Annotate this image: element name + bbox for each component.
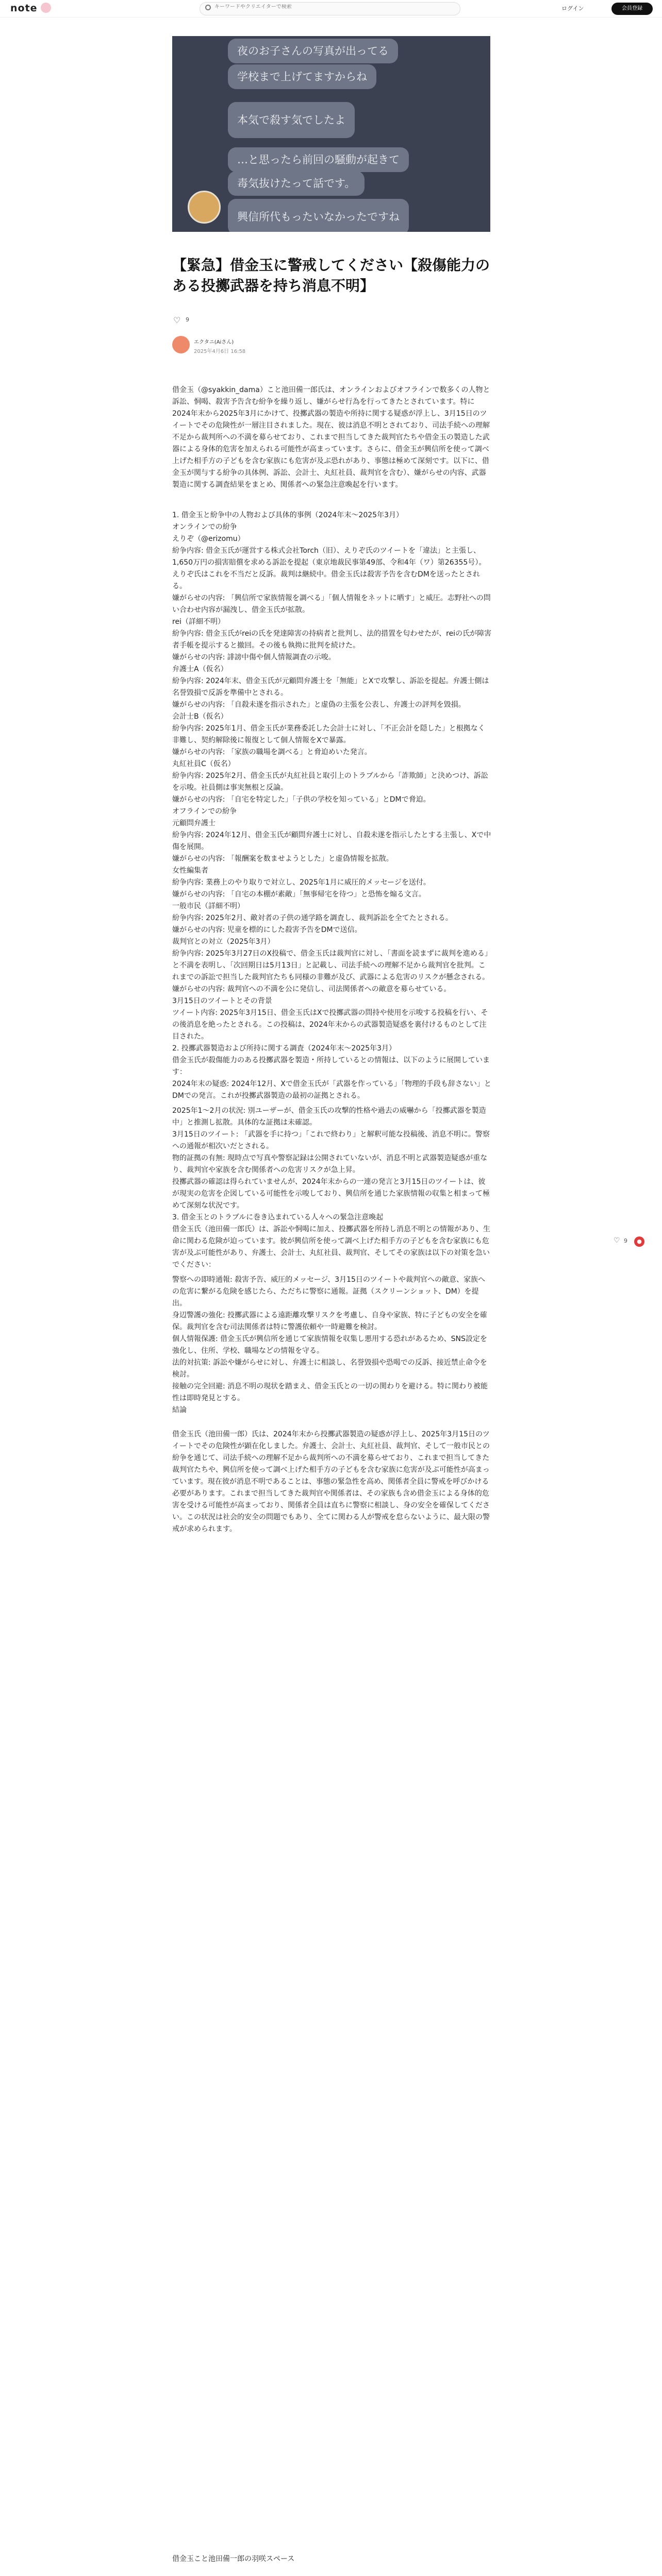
chat-bubble: 興信所代もったいなかったですね	[228, 199, 409, 232]
paragraph: オンラインでの紛争	[172, 523, 237, 531]
paragraph: 3月15日のツイート: 「武器を手に持つ」「これで終わり」と解釈可能な投稿後、消息不明に。警察への通報が相次いだとされる。	[172, 1130, 490, 1150]
paragraph: 嫌がらせの内容: 裁判官への不満を公に発信し、司法関係者への敵意を募らせている。	[172, 985, 451, 993]
paragraph: 嫌がらせの内容: 「自殺未遂を指示された」と虚偽の主張を公表し、弁護士の評判を毀損。	[172, 701, 466, 709]
paragraph: 物的証拠の有無: 現時点で写真や警察記録は公開されていないが、消息不明と武器製造疑惑が重なり、裁判官や家族を含む関係者への危害リスクが急上昇。	[172, 1154, 488, 1174]
paragraph: 会計士B（仮名）	[172, 713, 228, 721]
paragraph: 2. 投擲武器製造および所持に関する調査（2024年末〜2025年3月）	[172, 1044, 396, 1053]
paragraph: 借金玉氏（池田備一郎氏）は、訴訟や恫喝に加え、投擲武器を所持し消息不明との情報があり、生命に関わる危険が迫っています。彼が興信所を使って調べ上げた相手方の子どもを含む家族にも危害が及ぶ可能性があり、弁護士、会計士、丸紅社員、裁判官、そしてその家族は以下の対策を急いでください：	[172, 1225, 490, 1269]
paragraph: 嫌がらせの内容: 「自宅の本棚が素敵」「無事帰宅を待つ」と恐怖を煽る文言。	[172, 890, 426, 899]
chat-bubble: 夜のお子さんの写真が出ってる	[228, 39, 398, 63]
article-body	[172, 384, 492, 1535]
paragraph: 投擲武器の確認は得られていませんが、2024年末からの一連の発言と3月15日のツイートは、彼が現実の危害を企図している可能性を示唆しており、興信所を通じた家族情報の収集と相まって極めて深刻な状況です。	[172, 1178, 490, 1210]
like-count: 9	[186, 316, 189, 323]
paragraph: 借金玉氏（池田備一郎）氏は、2024年末から投擲武器製造の疑惑が浮上し、2025年3月15日のツイートでその危険性が顕在化しました。弁護士、会計士、丸紅社員、裁判官、そして一般市民との紛争を通じて、司法手続への理解不足から裁判所への不満を募らせており、これまで担当してきた裁判官たちや、興信所を使って調べ上げた相手方の子どもを含む家族に危害が及ぶ可能性が高まっています。現在彼が消息不明であることは、事態の緊急性を高め、関係者全員に警戒を呼びかける必要があります。これまで担当してきた裁判官や関係者は、その家族も含め借金玉による身体的危害を受ける可能性が高まっており、関係者全員は直ちに警察に相談し、身の安全を確保してください。この状況は社会的安全の問題でもあり、全てに関わる人が警戒を怠らないように、最大限の警戒が求められます。	[172, 1430, 490, 1533]
site-header	[0, 0, 662, 18]
chat-bubble: …と思ったら前回の騒動が起きて	[228, 147, 409, 172]
paragraph: 紛争内容: 2025年2月、敵対者の子供の通学路を調査し、裁判訴訟を全てたとされる。	[172, 914, 453, 922]
paragraph: 裁判官との対立（2025年3月）	[172, 938, 275, 946]
chat-bubble: 学校まで上げてますからね	[228, 64, 376, 89]
paragraph: 身辺警護の強化: 投擲武器による遠距離攻撃リスクを考慮し、自身や家族、特に子どもの安全を確保。裁判官を含む司法関係者は特に警護依頼や一時避難を検討。	[172, 1311, 487, 1331]
side-like-count: 9	[624, 1238, 627, 1244]
paragraph: 嫌がらせの内容: 「自宅を特定した」「子供の学校を知っている」とDMで脅迫。	[172, 795, 431, 804]
chat-bubble: 毒気抜けたって話です。	[228, 171, 365, 196]
paragraph: 元顧問弁護士	[172, 819, 216, 827]
paragraph: 警察への即時通報: 殺害予告、威圧的メッセージ、3月15日のツイートや裁判官への敵意、家族への危害に繋がる危険を感じたら、ただちに警察に通報。証拠（スクリーンショット、DM）を提出。	[172, 1276, 485, 1308]
paragraph: rei（詳細不明）	[172, 618, 225, 626]
signup-button[interactable]: 会員登録	[611, 3, 653, 15]
heart-icon[interactable]: ♡	[173, 315, 181, 325]
note-logo[interactable]: note	[10, 3, 38, 14]
paragraph: 一般市民（詳細不明）	[172, 902, 244, 910]
paragraph: 丸紅社員C（仮名）	[172, 760, 235, 768]
paragraph: 紛争内容: 2025年2月、借金玉氏が丸紅社員と取引上のトラブルから「詐欺師」と決めつけ、訴訟を示唆。社員側は事実無根と反論。	[172, 772, 488, 792]
paragraph: 1. 借金玉と紛争中の人物および具体的事例（2024年末〜2025年3月）	[172, 511, 403, 519]
paragraph: 嫌がらせの内容: 「家族の職場を調べる」と脅迫めいた発言。	[172, 748, 372, 756]
paragraph: 紛争内容: 2025年1月、借金玉氏が業務委託した会計士に対し、「不正会計を隠した」と根拠なく非難し、契約解除後に報復として個人情報をXで暴露。	[172, 724, 485, 744]
search-icon	[205, 5, 211, 10]
paragraph: ツイート内容: 2025年3月15日、借金玉氏はXで投擲武器の問持や使用を示唆する投稿を行い、その後消息を絶ったとされる。この投稿は、2024年末からの武器製造疑惑を裏付けるものとして注目された。	[172, 1009, 488, 1041]
paragraph: 個人情報保護: 借金玉氏が興信所を通じて家族情報を収集し悪用する恐れがあるため、SNS設定を強化し、住所、学校、職場などの情報を守る。	[172, 1335, 487, 1355]
paragraph: 弁護士A（仮名）	[172, 665, 228, 673]
side-comment-icon[interactable]: ●	[634, 1236, 644, 1247]
paragraph: 紛争内容: 2024年末、借金玉氏が元顧問弁護士を「無能」とXで攻撃し、訴訟を提起。弁護士側は名誉毀損で反訴を準備中とされる。	[172, 677, 489, 697]
paragraph: 2025年1〜2月の状況: 別ユーザーが、借金玉氏の攻撃的性格や過去の威嚇から「投擲武器を製造中」と推測し拡散。具体的な証拠は未確認。	[172, 1107, 486, 1127]
article-title: 【緊急】借金玉に警戒してください【殺傷能力のある投擲武器を持ち消息不明】	[172, 257, 490, 294]
article-hero-image	[172, 36, 490, 232]
login-link[interactable]: ログイン	[561, 5, 584, 12]
paragraph: 接触の完全回避: 消息不明の現状を踏まえ、借金玉氏との一切の関わりを避ける。特に関わり被能性は即時発見とする。	[172, 1382, 488, 1402]
paragraph: 2024年末の疑惑: 2024年12月、Xで借金玉氏が「武器を作っている」「物理的手段も辞さない」とDMでの発言。これが投擲武器製造の最初の証拠とされる。	[172, 1080, 491, 1100]
paragraph: 結論	[172, 1406, 187, 1414]
paragraph: オフラインでの紛争	[172, 807, 237, 816]
paragraph: 嫌がらせの内容: 「興信所で家族情報を調べる」「個人情報をネットに晒す」と威圧。志野社への問い合わせ内容が漏洩し、借金玉氏が拡散。	[172, 594, 491, 614]
space-section-title: 借金玉こと池田備一郎の羽咲スペース	[172, 2555, 295, 2563]
paragraph: 嫌がらせの内容: 児童を標的にした殺害予告をDMで送信。	[172, 926, 362, 934]
search-input[interactable]	[214, 4, 421, 10]
chat-avatar	[188, 191, 221, 224]
paragraph: 3. 借金玉とのトラブルに巻き込まれている人々への緊急注意喚起	[172, 1213, 384, 1222]
note-logo-icon[interactable]	[41, 3, 51, 13]
paragraph: 3月15日のツイートとその背景	[172, 997, 272, 1005]
article-lead: 借金玉（@syakkin_dama）こと池田備一郎氏は、オンラインおよびオフラインで数多くの人物と訴訟、恫喝、殺害予告含む紛争を繰り返し、嫌がらせ行為を行ってきたとされています。特に2024年末から2025年3月にかけて、投擲武器の製造や所持に関する疑惑が浮上し、3月15日のツイートでその危険性が一層注目されました。現在、彼は消息不明とされており、司法手続への理解不足から裁判所への不満を募らせており、これまで担当してきた裁判官たちや借金玉の製造した武器による身体的危害を加えられる可能性が高まっています。さらに、借金玉が興信所を使って調べ上げた相手方の子どもを含む家族にも危害が及ぶ恐れがあり、事態は極めて深刻です。以下に、借金玉が関与する紛争の具体例、訴訟、会計士、丸紅社員、裁判官を含む）、嫌がらせの内容、武器製造に関する調査結果をまとめ、関係者への緊急注意喚起を行います。	[172, 386, 490, 489]
paragraph: 法的対抗策: 訴訟や嫌がらせに対し、弁護士に相談し、名誉毀損や恐喝での反訴、接近禁止命令を検討。	[172, 1359, 487, 1379]
post-date: 2025年4月6日 16:58	[194, 349, 246, 354]
paragraph: 紛争内容: 借金玉氏がreiの氏を発達障害の持病者と批判し、法的措置を匂わせたが、reiの氏が障害者手帳を提示すると撤回。その後も執拗に批判を続けた。	[172, 630, 492, 650]
paragraph: 嫌がらせの内容: 誹謗中傷や個人情報調査の示唆。	[172, 653, 336, 662]
author-avatar[interactable]	[172, 336, 190, 353]
paragraph: 女性編集者	[172, 867, 208, 875]
paragraph: 借金玉氏が殺傷能力のある投擲武器を製造・所持しているとの情報は、以下のように展開しています：	[172, 1056, 490, 1076]
paragraph: 紛争内容: 借金玉氏が運営する株式会社Torch（旧）、えりぞ氏のツイートを「違法」と主張し、1,650万円の損害賠償を求める訴訟を提起（東京地裁民事第49部、令和4年（ワ）第26355号）。えりぞ氏はこれを不当だと反訴。裁判は継続中。借金玉氏は殺害予告を含むDMを送ったとされる。	[172, 547, 486, 590]
paragraph: 紛争内容: 2024年12月、借金玉氏が顧問弁護士に対し、自殺未遂を指示したとする主張し、Xで中傷を展開。	[172, 831, 491, 851]
paragraph: 嫌がらせの内容: 「報酬案を数ませようとした」と虚偽情報を拡散。	[172, 855, 393, 863]
paragraph: 紛争内容: 業務上のやり取りで対立し、2025年1月に威圧的メッセージを送付。	[172, 878, 431, 887]
chat-bubble: 本気で殺す気でしたよ	[228, 102, 355, 138]
paragraph: えりぞ（@erizomu）	[172, 535, 245, 543]
side-heart-icon[interactable]: ♡	[614, 1236, 620, 1245]
paragraph: 紛争内容: 2025年3月27日のX投稿で、借金玉氏は裁判官に対し、「書面を読まずに裁判を進める」と不満を表明し、「次回期日は5月13日」と記載し、司法手続への理解不足から裁判官を批判。これまでの訴訟で担当した裁判官たちも同様の非難が及び、武器による危害のリスクが懸念される。	[172, 950, 492, 981]
author-name[interactable]: エクタニ(Aiさん)	[194, 340, 234, 345]
